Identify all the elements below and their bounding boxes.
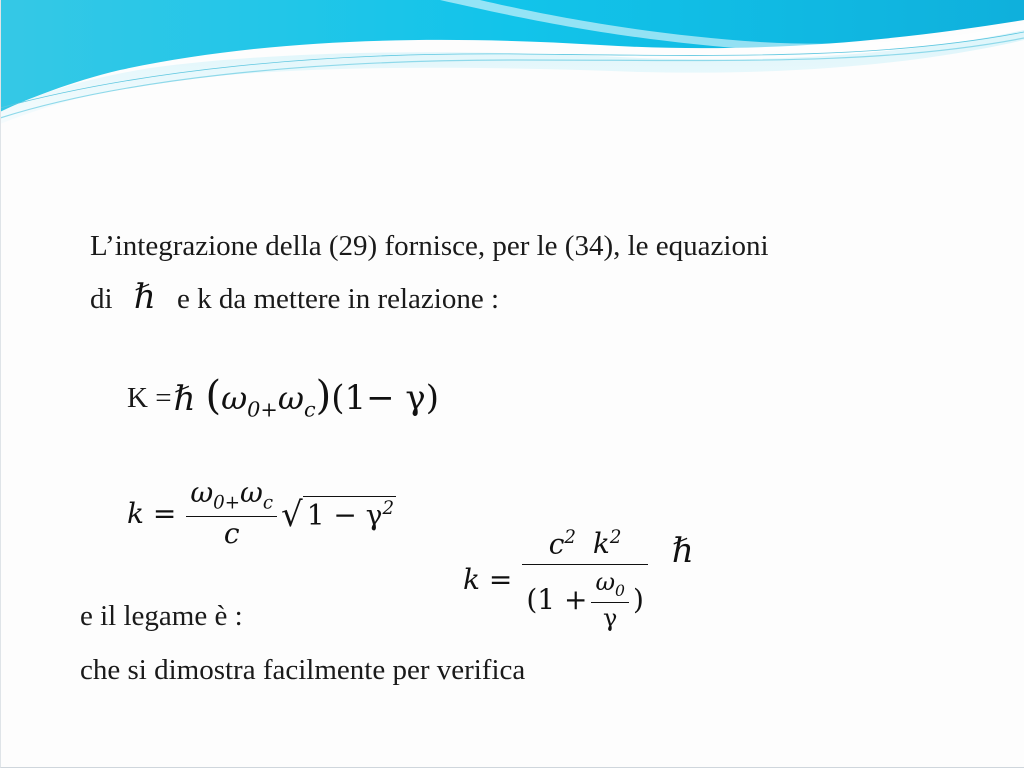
equation-K bbox=[127, 373, 439, 422]
subscript-c: c bbox=[303, 397, 316, 422]
close-paren: ) bbox=[315, 373, 332, 419]
factor-one-minus-gamma: (1− γ) bbox=[331, 378, 439, 418]
radical-sign: √ bbox=[281, 494, 303, 535]
inner-fraction-bar bbox=[591, 602, 629, 603]
legame-text: e il legame è : bbox=[80, 600, 243, 632]
equation-k-second bbox=[463, 528, 694, 631]
fraction-numerator bbox=[545, 528, 626, 560]
fraction-omega-over-c bbox=[186, 478, 277, 549]
superscript-2: 2 bbox=[564, 527, 576, 548]
fraction-denominator bbox=[522, 569, 648, 631]
omega-symbol: ω bbox=[221, 379, 248, 417]
fraction-bar bbox=[522, 564, 648, 565]
subscript-c: c bbox=[262, 492, 274, 514]
radicand-text: 1 − γ bbox=[306, 498, 383, 532]
intro-line-2-suffix: e k da mettere in relazione : bbox=[176, 283, 500, 315]
intro-line-2-prefix: di bbox=[90, 283, 113, 315]
equation-K-lhs: K = bbox=[127, 382, 172, 415]
inner-fraction bbox=[591, 569, 629, 631]
omega-symbol: ω bbox=[277, 379, 304, 417]
verifica-text: che si dimostra facilmente per verifica bbox=[80, 654, 526, 686]
den-open: (1 + bbox=[526, 582, 588, 616]
subscript-0-plus: 0+ bbox=[213, 492, 240, 514]
open-paren: ( bbox=[205, 373, 222, 419]
inner-numerator bbox=[591, 569, 629, 600]
equation-k-first bbox=[127, 478, 396, 549]
hbar-symbol: ℏ bbox=[671, 531, 694, 571]
subscript-0-plus: 0+ bbox=[247, 397, 278, 422]
equation-k-second-lhs: k = bbox=[463, 563, 513, 597]
fraction-c2k2 bbox=[522, 528, 648, 631]
square-root bbox=[281, 494, 396, 535]
hbar-symbol: ℏ bbox=[133, 277, 156, 317]
intro-line-2 bbox=[90, 277, 500, 317]
den-close: ) bbox=[632, 582, 644, 616]
omega-symbol: ω bbox=[239, 476, 263, 509]
subscript-0: 0 bbox=[615, 581, 625, 600]
gamma-symbol: γ bbox=[603, 604, 618, 633]
superscript-2: 2 bbox=[382, 497, 395, 519]
radicand bbox=[303, 496, 396, 532]
omega-symbol: ω bbox=[190, 476, 214, 509]
fraction-numerator bbox=[186, 478, 277, 514]
intro-line-1: L’integrazione della (29) fornisce, per le (34), le equazioni bbox=[90, 230, 769, 262]
equation-k-first-lhs: k = bbox=[127, 497, 177, 531]
hbar-symbol: ℏ bbox=[173, 378, 196, 419]
fraction-denominator: c bbox=[223, 516, 240, 550]
header-wave-decoration bbox=[0, 0, 1024, 130]
superscript-2: 2 bbox=[609, 527, 622, 548]
c-symbol: c bbox=[548, 527, 565, 561]
k-symbol: k bbox=[592, 527, 610, 561]
omega-symbol: ω bbox=[595, 568, 616, 597]
equation-K-body bbox=[205, 373, 439, 422]
